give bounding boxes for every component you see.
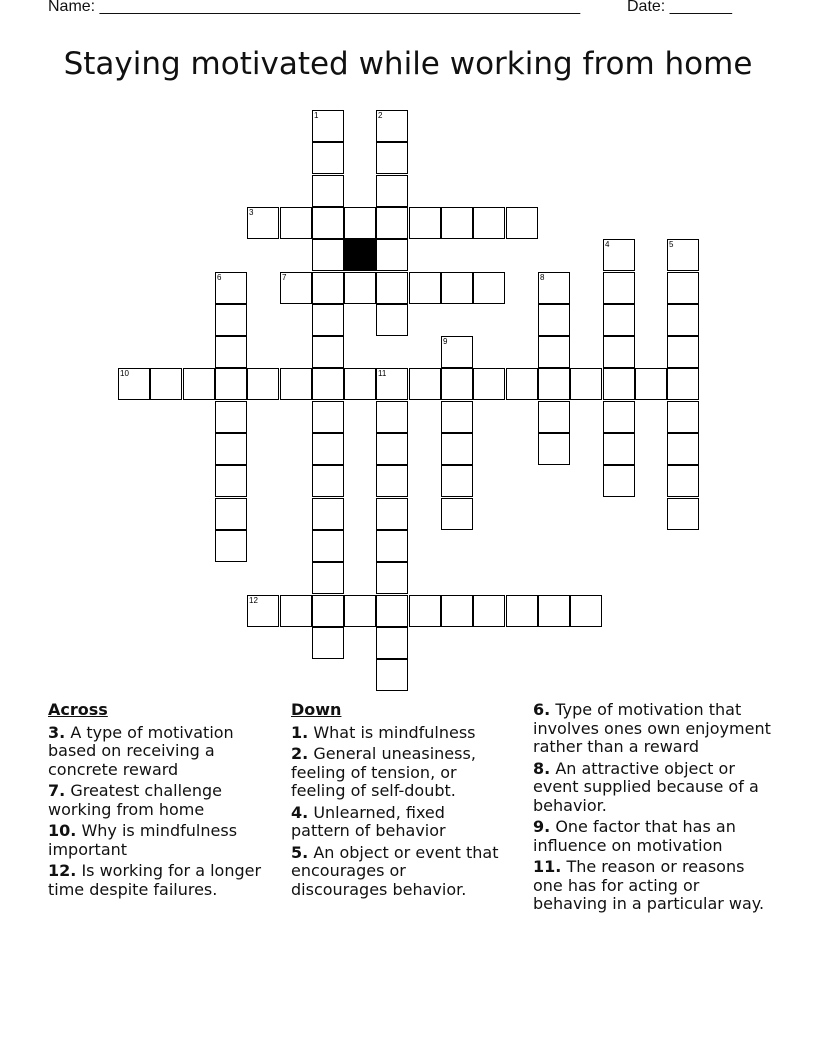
grid-cell[interactable] [376, 368, 408, 400]
grid-cell[interactable] [312, 110, 344, 142]
grid-cell[interactable] [376, 207, 408, 239]
grid-cell[interactable] [441, 401, 473, 433]
grid-cell[interactable] [409, 272, 441, 304]
grid-cell[interactable] [280, 207, 312, 239]
grid-cell[interactable] [376, 272, 408, 304]
grid-cell[interactable] [376, 595, 408, 627]
clue-text: An attractive object or event supplied because of a behavior. [533, 758, 759, 815]
grid-cell[interactable] [280, 272, 312, 304]
grid-cell[interactable] [247, 595, 279, 627]
cell-number: 11 [378, 369, 387, 378]
grid-cell[interactable] [376, 659, 408, 691]
grid-cell[interactable] [247, 207, 279, 239]
grid-cell[interactable] [441, 595, 473, 627]
grid-cell[interactable] [376, 627, 408, 659]
grid-cell[interactable] [603, 336, 635, 368]
clue-across-3 [48, 724, 268, 780]
grid-cell[interactable] [376, 142, 408, 174]
across-heading: Across [48, 700, 108, 719]
black-cell [344, 239, 376, 271]
clue-number: 12. [48, 861, 77, 880]
clue-text: General uneasiness, feeling of tension, or feeling of self-doubt. [291, 744, 476, 800]
grid-cell[interactable] [441, 272, 473, 304]
grid-cell[interactable] [441, 465, 473, 497]
grid-cell[interactable] [538, 433, 570, 465]
grid-cell[interactable] [570, 595, 602, 627]
grid-cell[interactable] [312, 142, 344, 174]
clue-text: One factor that has an influence on motivation [533, 817, 736, 855]
grid-cell[interactable] [667, 239, 699, 271]
grid-cell[interactable] [215, 272, 247, 304]
grid-cell[interactable] [441, 207, 473, 239]
grid-cell[interactable] [667, 465, 699, 497]
cell-number: 5 [669, 240, 674, 249]
clue-number: 3. [48, 722, 66, 742]
grid-cell[interactable] [441, 336, 473, 368]
cell-number: 3 [249, 208, 254, 217]
grid-cell[interactable] [376, 304, 408, 336]
grid-cell[interactable] [376, 498, 408, 530]
down-clues-continued [533, 701, 773, 917]
grid-cell[interactable] [312, 498, 344, 530]
grid-cell[interactable] [570, 368, 602, 400]
page-title: Staying motivated while working from home [63, 46, 753, 82]
grid-cell[interactable] [538, 272, 570, 304]
cell-number: 2 [378, 111, 383, 120]
date-field[interactable]: Date: _______ [627, 0, 732, 15]
grid-cell[interactable] [667, 272, 699, 304]
clue-down-11 [533, 858, 773, 914]
grid-cell[interactable] [603, 433, 635, 465]
clue-text: Is working for a longer time despite failures. [48, 861, 262, 899]
clue-number: 5. [291, 842, 309, 862]
grid-cell[interactable] [441, 498, 473, 530]
grid-cell[interactable] [312, 175, 344, 207]
grid-cell[interactable] [376, 401, 408, 433]
grid-cell[interactable] [312, 595, 344, 627]
clue-down-2 [291, 745, 506, 801]
clue-across-10 [48, 822, 268, 859]
grid-cell[interactable] [538, 368, 570, 400]
clue-text: A type of motivation based on receiving a concrete reward [48, 722, 234, 779]
grid-cell[interactable] [667, 433, 699, 465]
clue-text: Why is mindfulness important [48, 821, 238, 859]
grid-cell[interactable] [667, 336, 699, 368]
grid-cell[interactable] [473, 595, 505, 627]
clue-down-1 [291, 724, 506, 743]
grid-cell[interactable] [376, 465, 408, 497]
grid-cell[interactable] [409, 368, 441, 400]
name-field[interactable]: Name: ______________________________________________________ [48, 0, 581, 15]
grid-cell[interactable] [312, 401, 344, 433]
grid-cell[interactable] [280, 368, 312, 400]
grid-cell[interactable] [538, 336, 570, 368]
grid-cell[interactable] [344, 368, 376, 400]
down-clues [291, 701, 506, 902]
clue-text: What is mindfulness [313, 722, 476, 742]
grid-cell[interactable] [215, 368, 247, 400]
clue-number: 2. [291, 744, 309, 763]
grid-cell[interactable] [603, 239, 635, 271]
grid-cell[interactable] [344, 207, 376, 239]
grid-cell[interactable] [376, 530, 408, 562]
cell-number: 4 [605, 240, 610, 249]
grid-cell[interactable] [376, 175, 408, 207]
grid-cell[interactable] [344, 272, 376, 304]
clue-number: 11. [533, 857, 562, 876]
grid-cell[interactable] [409, 207, 441, 239]
cell-number: 12 [249, 596, 258, 605]
cell-number: 9 [443, 337, 448, 346]
grid-cell[interactable] [667, 401, 699, 433]
grid-cell[interactable] [603, 401, 635, 433]
grid-cell[interactable] [312, 465, 344, 497]
cell-number: 8 [540, 273, 545, 282]
grid-cell[interactable] [409, 595, 441, 627]
grid-cell[interactable] [538, 304, 570, 336]
clue-text: Greatest challenge working from home [48, 781, 223, 819]
clue-down-5 [291, 844, 506, 900]
grid-cell[interactable] [506, 595, 538, 627]
clue-text: Type of motivation that involves ones own enjoyment rather than a reward [533, 700, 771, 756]
grid-cell[interactable] [312, 530, 344, 562]
grid-cell[interactable] [312, 368, 344, 400]
grid-cell[interactable] [667, 368, 699, 400]
grid-cell[interactable] [215, 530, 247, 562]
grid-cell[interactable] [312, 207, 344, 239]
grid-cell[interactable] [312, 433, 344, 465]
grid-cell[interactable] [215, 304, 247, 336]
grid-cell[interactable] [215, 401, 247, 433]
clue-number: 1. [291, 722, 309, 742]
cell-number: 10 [120, 369, 129, 378]
grid-cell[interactable] [506, 368, 538, 400]
grid-cell[interactable] [441, 433, 473, 465]
clue-down-4 [291, 804, 506, 841]
grid-cell[interactable] [312, 627, 344, 659]
clue-text: The reason or reasons one has for acting or behaving in a particular way. [533, 857, 765, 913]
grid-cell[interactable] [312, 336, 344, 368]
grid-cell[interactable] [538, 595, 570, 627]
clue-across-12 [48, 862, 268, 899]
clue-down-8 [533, 760, 773, 816]
grid-cell[interactable] [312, 272, 344, 304]
clue-number: 7. [48, 781, 66, 800]
grid-cell[interactable] [473, 207, 505, 239]
across-clues [48, 701, 268, 902]
grid-cell[interactable] [473, 368, 505, 400]
cell-number: 1 [314, 111, 319, 120]
grid-cell[interactable] [603, 368, 635, 400]
grid-cell[interactable] [118, 368, 150, 400]
grid-cell[interactable] [312, 239, 344, 271]
cell-number: 6 [217, 273, 222, 282]
grid-cell[interactable] [312, 304, 344, 336]
clue-text: An object or event that encourages or discourages behavior. [291, 842, 499, 899]
clue-number: 8. [533, 758, 551, 778]
grid-cell[interactable] [215, 465, 247, 497]
grid-cell[interactable] [215, 336, 247, 368]
grid-cell[interactable] [344, 595, 376, 627]
clue-down-9 [533, 818, 773, 855]
grid-cell[interactable] [667, 498, 699, 530]
grid-cell[interactable] [215, 498, 247, 530]
clue-number: 9. [533, 817, 551, 836]
grid-cell[interactable] [506, 207, 538, 239]
grid-cell[interactable] [603, 465, 635, 497]
grid-cell[interactable] [603, 304, 635, 336]
grid-cell[interactable] [635, 368, 667, 400]
grid-cell[interactable] [376, 110, 408, 142]
grid-cell[interactable] [376, 433, 408, 465]
clue-down-6 [533, 701, 773, 757]
clue-number: 4. [291, 802, 309, 822]
clue-across-7 [48, 782, 268, 819]
grid-cell[interactable] [150, 368, 182, 400]
grid-cell[interactable] [376, 562, 408, 594]
grid-cell[interactable] [247, 368, 279, 400]
cell-number: 7 [282, 273, 287, 282]
grid-cell[interactable] [667, 304, 699, 336]
grid-cell[interactable] [215, 433, 247, 465]
clue-number: 6. [533, 700, 551, 719]
clue-number: 10. [48, 821, 77, 840]
grid-cell[interactable] [603, 272, 635, 304]
grid-cell[interactable] [183, 368, 215, 400]
grid-cell[interactable] [280, 595, 312, 627]
grid-cell[interactable] [538, 401, 570, 433]
grid-cell[interactable] [441, 368, 473, 400]
grid-cell[interactable] [312, 562, 344, 594]
down-heading: Down [291, 700, 342, 719]
grid-cell[interactable] [473, 272, 505, 304]
clue-text: Unlearned, fixed pattern of behavior [291, 802, 446, 840]
grid-cell[interactable] [376, 239, 408, 271]
